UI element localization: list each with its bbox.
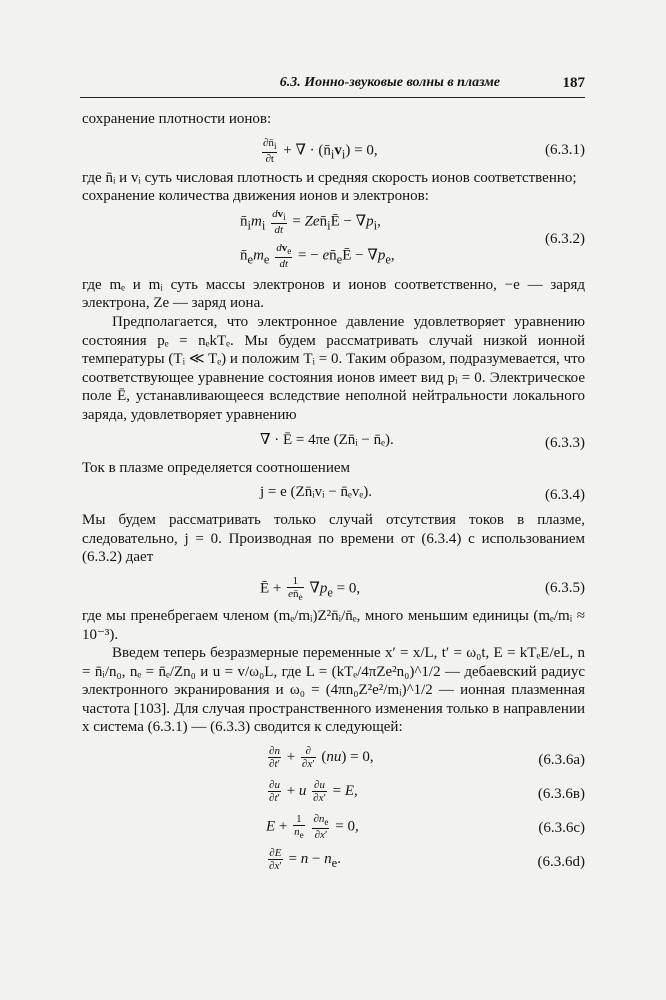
equation-6-3-4-formula: j = e (Zn̄ᵢvᵢ − n̄ₑvₑ).	[260, 484, 372, 501]
equation-number: (6.3.6a)	[538, 752, 585, 769]
paragraph-current: Ток в плазме определяется соотношением	[82, 459, 351, 476]
page-header	[80, 75, 585, 95]
equation-number: (6.3.6d)	[537, 854, 585, 871]
equation-6-3-3-formula: ∇ · Ē = 4πe (Zn̄ᵢ − n̄ₑ).	[260, 431, 394, 448]
equation-number: (6.3.1)	[545, 141, 585, 158]
paragraph-dimensionless: Введем теперь безразмерные переменные x′ = x/L, t′ = ω₀t, E = kTₑE/eL, n = n̄ᵢ/n₀, nₑ = n̄ₑ/Zn₀ и u = v/ω₀L, где L = (kTₑ/4πZe²n₀)^1/2 — дебаевский радиус электронного экранирования и ω₀ = (4πn₀Z²e²/mᵢ)^1/2 — ионная плазменная частота [103]. Для случая пространственного изменения только в направлении x система (6.3.1) — (6.3.3) сводится к следующей:	[82, 645, 585, 736]
equation-6-3-5-formula: Ē + $\frac{1}{en̄_e}$ $\nabla p_e = 0$,	[260, 574, 361, 603]
equation-6-3-6c	[82, 809, 585, 843]
equation-6-3-5	[82, 569, 585, 605]
paragraph-neglect: где мы пренебрегаем членом (mₑ/mᵢ)Z²n̄ᵢ/n̄ₑ, много меньшим единицы (mₑ/mᵢ ≈ 10⁻³).	[82, 607, 585, 643]
paragraph-no-current: Мы будем рассматривать только случай отсутствия токов в плазме, следовательно, j = 0. Производная по времени от (6.3.4) с использованием (6.3.2) дает	[82, 512, 585, 566]
paragraph-momentum: сохранение количества движения ионов и электронов:	[82, 188, 429, 205]
paragraph-masses: где mₑ и mᵢ суть массы электронов и ионов соответственно, −e — заряд электрона, Ze — заряд иона.	[82, 276, 585, 312]
equation-number: (6.3.4)	[545, 487, 585, 504]
equation-6-3-3	[82, 427, 585, 457]
equation-number: (6.3.3)	[545, 434, 585, 451]
equation-number: (6.3.6в)	[537, 786, 585, 803]
equation-6-3-6a	[82, 741, 585, 775]
equation-6-3-2-ion: $n̄_im_i$ $dv_i$ dt = $Zen̄_iĒ - \nabla p_i$,	[240, 207, 381, 236]
equation-6-3-6c-formula: E + $\frac{1}{n_e}$ $\frac{\partial n_e}{\partial x'}$ = 0,	[266, 813, 359, 842]
equation-number: (6.3.5)	[545, 579, 585, 596]
page-body	[82, 110, 585, 877]
equation-6-3-4	[82, 479, 585, 509]
equation-6-3-6b	[82, 775, 585, 809]
equation-6-3-2	[82, 208, 585, 274]
equation-number: (6.3.6c)	[538, 820, 585, 837]
equation-6-3-6d-formula: $\frac{\partial E}{\partial x'}$ = $n - n_e$.	[269, 847, 341, 873]
equation-6-3-2-electron: $n̄_em_e$ $dv_e$ dt = − $en̄_eĒ - \nabla p_e$,	[240, 241, 395, 270]
header-rule	[80, 97, 585, 98]
running-title: 6.3. Ионно-звуковые волны в плазме	[279, 75, 500, 90]
equation-6-3-1	[82, 131, 585, 167]
paragraph-state-equation: Предполагается, что электронное давление удовлетворяет уравнению состояния pₑ = nₑkTₑ. Мы будем рассматривать случай низкой ионной температуры (Tᵢ ≪ Tₑ) и положим Tᵢ = 0. Таким образом, подразумевается, что соответствующее уравнение состояния ионов имеет вид pᵢ = 0. Электрическое поле Ē, устанавливающееся вследствие неполной нейтральности локального заряда, удовлетворяет уравнению	[82, 313, 585, 423]
equation-6-3-6b-formula: $\frac{\partial u}{\partial t'}$ + u $\frac{\partial u}{\partial x'}$ = E,	[269, 779, 358, 805]
equation-number: (6.3.2)	[545, 230, 585, 247]
equation-system-6-3-6	[82, 741, 585, 877]
page-number: 187	[562, 75, 585, 91]
equation-6-3-1-formula: $\frac{\partial n̄_i}{\partial t}$ + ∇ · $(n̄_iv_i) = 0$,	[263, 136, 378, 165]
paragraph-ion-density: сохранение плотности ионов:	[82, 111, 272, 127]
equation-6-3-6d	[82, 843, 585, 877]
paragraph-definitions: где n̄ᵢ и vᵢ суть числовая плотность и средняя скорость ионов соответственно;	[82, 169, 577, 186]
equation-6-3-6a-formula: $\frac{\partial n}{\partial t'}$ + ∂ ∂x′ (nu) = 0,	[269, 745, 374, 771]
